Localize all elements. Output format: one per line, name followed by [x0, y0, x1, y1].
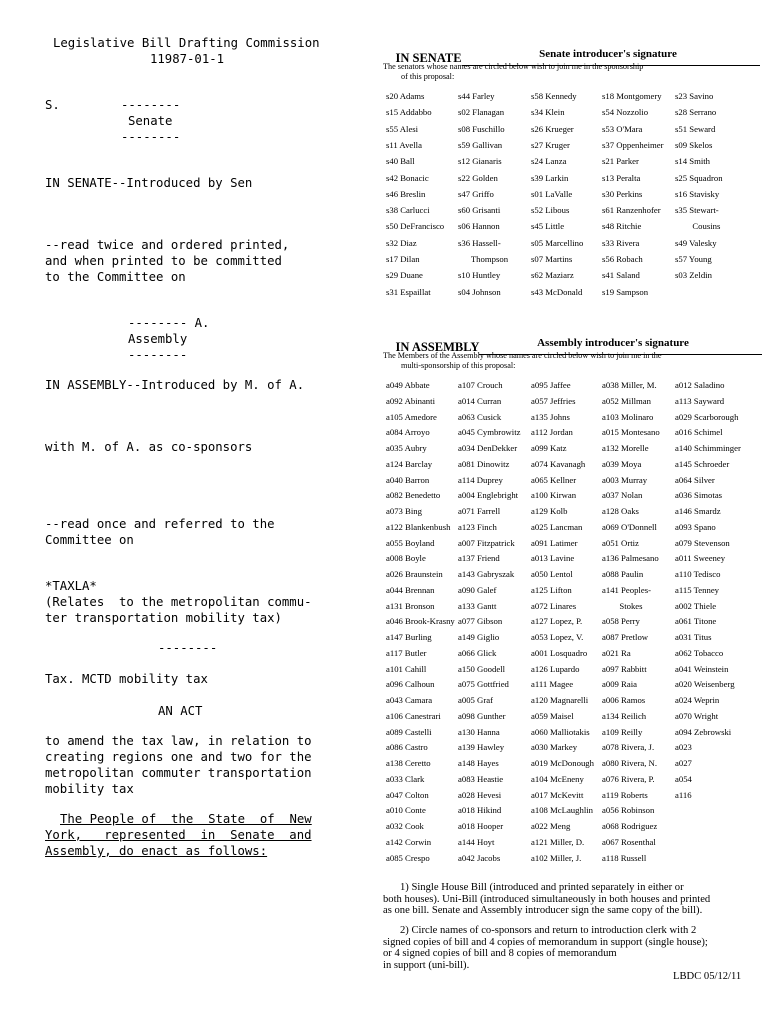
member-checkbox[interactable]: a069 O'Donnell — [602, 521, 657, 532]
member-checkbox[interactable]: s47 Griffo — [458, 188, 494, 199]
member-checkbox[interactable]: a035 Aubry — [386, 443, 427, 453]
enacting-line-1: The People of the State of New — [60, 812, 312, 826]
member-checkbox[interactable]: s40 Ball — [386, 156, 415, 167]
member-checkbox[interactable]: s32 Diaz — [386, 237, 417, 248]
member-checkbox[interactable]: s54 Nozzolio — [602, 107, 649, 118]
member-checkbox[interactable]: a071 Farrell — [458, 506, 501, 516]
member-checkbox[interactable]: a072 Linares — [531, 600, 577, 611]
member-checkbox[interactable]: s46 Breslin — [386, 188, 426, 199]
member-checkbox[interactable]: a047 Colton — [386, 789, 429, 800]
assembly-signature-label: Assembly introducer's signature — [537, 337, 689, 349]
member-checkbox[interactable]: a051 Ortiz — [602, 537, 639, 548]
member-checkbox[interactable]: s21 Parker — [602, 156, 639, 167]
member-checkbox[interactable]: s36 Hassell- — [458, 237, 501, 248]
lbdc-date: LBDC 05/12/11 — [673, 971, 742, 982]
member-checkbox[interactable]: s08 Fuschillo — [458, 123, 505, 134]
member-checkbox[interactable]: s24 Lanza — [531, 156, 567, 167]
bill-number: 11987-01-1 — [150, 52, 225, 66]
member-checkbox[interactable]: a134 Reilich — [602, 710, 647, 721]
member-checkbox[interactable]: a115 Tenney — [675, 584, 720, 595]
member-checkbox[interactable]: s60 Grisanti — [458, 205, 501, 216]
senate-dashes-bottom: -------- — [121, 130, 181, 144]
member-checkbox[interactable]: a135 Johns — [531, 411, 570, 422]
member-checkbox[interactable]: a017 McKevitt — [531, 789, 584, 800]
member-checkbox[interactable]: a081 Dinowitz — [458, 458, 510, 469]
member-checkbox[interactable]: s06 Hannon — [458, 221, 500, 232]
footnote-2-line-3: or 4 signed copies of bill and 8 copies of memorandum — [383, 948, 617, 960]
member-checkbox[interactable]: a033 Clark — [386, 773, 425, 784]
short-dashes: -------- — [158, 641, 218, 655]
member-checkbox[interactable]: a150 Goodell — [458, 663, 506, 674]
amend-line-4: mobility tax — [45, 782, 134, 796]
footnote-1-line-1: 1) Single House Bill (introduced and printed separately in either or — [400, 882, 684, 893]
member-checkbox[interactable]: a085 Crespo — [386, 852, 430, 863]
member-checkbox[interactable]: a080 Rivera, N. — [602, 758, 658, 768]
member-checkbox[interactable]: a070 Wright — [675, 710, 719, 721]
read-once-line-1: --read once and referred to the — [45, 517, 275, 531]
member-checkbox[interactable]: a034 DenDekker — [458, 443, 518, 453]
member-checkbox[interactable]: s23 Savino — [675, 91, 714, 101]
member-checkbox[interactable]: s52 Libous — [531, 205, 570, 216]
member-checkbox[interactable]: s26 Krueger — [531, 123, 574, 134]
member-checkbox[interactable]: a127 Lopez, P. — [531, 616, 583, 627]
member-checkbox[interactable]: s31 Espaillat — [386, 286, 431, 297]
an-act: AN ACT — [158, 704, 203, 718]
member-checkbox[interactable]: s29 Duane — [386, 270, 423, 281]
assembly-dashes: -------- — [128, 348, 188, 362]
member-checkbox[interactable]: s38 Carlucci — [386, 205, 430, 216]
member-checkbox[interactable]: Thompson — [458, 254, 509, 264]
member-checkbox[interactable]: a030 Markey — [531, 742, 578, 753]
member-checkbox[interactable]: a061 Titone — [675, 616, 717, 627]
member-checkbox[interactable]: a106 Canestrari — [386, 710, 441, 721]
member-checkbox[interactable]: a021 Ra — [602, 647, 631, 658]
member-checkbox[interactable]: a074 Kavanagh — [531, 458, 586, 469]
member-checkbox[interactable]: s09 Skelos — [675, 139, 713, 150]
member-checkbox[interactable]: a015 Montesano — [602, 427, 660, 438]
member-checkbox[interactable]: Cousins — [675, 221, 721, 232]
member-checkbox[interactable]: a121 Miller, D. — [531, 836, 585, 847]
member-checkbox[interactable]: s42 Bonacic — [386, 172, 429, 183]
member-checkbox[interactable]: a025 Lancman — [531, 521, 583, 532]
assembly-heading-text: IN ASSEMBLY — [395, 340, 480, 354]
member-checkbox[interactable]: s53 O'Mara — [602, 123, 643, 134]
sponsorship-right — [383, 0, 763, 1024]
member-checkbox[interactable]: a133 Gantt — [458, 600, 497, 611]
member-checkbox[interactable]: s57 Young — [675, 254, 712, 264]
member-checkbox[interactable]: a129 Kolb — [531, 506, 568, 516]
amend-line-2: creating regions one and two for the — [45, 750, 312, 764]
member-checkbox[interactable]: s37 Oppenheimer — [602, 139, 664, 150]
member-checkbox[interactable]: a142 Corwin — [386, 836, 432, 847]
amend-line-1: to amend the tax law, in relation to — [45, 734, 312, 748]
member-checkbox[interactable]: a032 Cook — [386, 821, 424, 831]
member-checkbox[interactable]: s49 Valesky — [675, 237, 717, 248]
member-checkbox[interactable]: a083 Heastie — [458, 773, 504, 784]
member-checkbox[interactable]: a023 — [675, 742, 692, 753]
member-checkbox[interactable]: a008 Boyle — [386, 553, 426, 564]
member-checkbox[interactable]: a067 Rosenthal — [602, 836, 656, 847]
footnote-1-line-2: both houses). Uni-Bill (introduced simultaneously in both houses and printed — [383, 893, 711, 905]
member-checkbox[interactable]: a036 Simotas — [675, 490, 723, 501]
member-checkbox[interactable]: a091 Latimer — [531, 537, 578, 548]
member-checkbox[interactable]: a143 Gabryszak — [458, 569, 515, 579]
footnote-2-line-4: in support (uni-bill). — [383, 959, 470, 971]
member-checkbox[interactable]: a075 Gottfried — [458, 679, 509, 690]
member-checkbox[interactable]: a062 Tobacco — [675, 647, 724, 658]
member-checkbox[interactable]: a060 Malliotakis — [531, 726, 590, 737]
member-checkbox[interactable]: a110 Tedisco — [675, 569, 721, 579]
member-checkbox[interactable]: a024 Weprin — [675, 695, 720, 705]
member-checkbox[interactable]: a006 Ramos — [602, 695, 646, 705]
member-checkbox[interactable]: s19 Sampson — [602, 286, 649, 297]
member-checkbox[interactable]: a040 Barron — [386, 474, 430, 485]
member-checkbox[interactable]: a046 Brook-Krasny — [386, 616, 455, 627]
member-checkbox[interactable]: a128 Oaks — [602, 506, 639, 516]
member-checkbox[interactable]: a065 Kellner — [531, 474, 577, 485]
member-checkbox[interactable]: a084 Arroyo — [386, 427, 430, 438]
footnote-2-line-2: signed copies of bill and 4 copies of memorandum in support (single house); — [383, 936, 708, 948]
member-checkbox[interactable]: a145 Schroeder — [675, 458, 730, 469]
member-checkbox[interactable]: s45 Little — [531, 221, 565, 232]
member-checkbox[interactable]: s55 Alesi — [386, 123, 419, 134]
member-checkbox[interactable]: s61 Ranzenhofer — [602, 205, 661, 216]
member-checkbox[interactable]: a089 Castelli — [386, 726, 432, 737]
member-checkbox[interactable]: a108 McLaughlin — [531, 805, 594, 816]
member-checkbox[interactable]: a019 McDonough — [531, 758, 594, 768]
member-checkbox[interactable]: a043 Camara — [386, 695, 433, 705]
member-checkbox[interactable]: a003 Murray — [602, 474, 648, 485]
member-checkbox[interactable]: s48 Ritchie — [602, 221, 642, 232]
member-checkbox[interactable]: a096 Calhoun — [386, 679, 435, 690]
senate-signature-label: Senate introducer's signature — [539, 48, 677, 60]
member-checkbox[interactable]: s18 Montgomery — [602, 91, 662, 101]
member-checkbox[interactable]: a137 Friend — [458, 553, 500, 564]
footnote-1-line-3: as one bill. Senate and Assembly introducer sign the same copy of the bill). — [383, 905, 703, 917]
member-checkbox[interactable]: a010 Conte — [386, 805, 426, 816]
member-checkbox[interactable]: s30 Perkins — [602, 188, 643, 199]
member-checkbox[interactable]: a014 Curran — [458, 395, 502, 406]
member-checkbox[interactable]: s59 Gallivan — [458, 139, 503, 150]
member-checkbox[interactable]: a094 Zebrowski — [675, 726, 732, 737]
member-checkbox[interactable]: a037 Nolan — [602, 490, 643, 501]
member-checkbox[interactable]: a100 Kirwan — [531, 490, 577, 501]
member-checkbox[interactable]: a090 Galef — [458, 584, 497, 595]
member-checkbox[interactable]: Stokes — [602, 600, 643, 611]
member-checkbox[interactable]: s03 Zeldin — [675, 270, 712, 281]
member-checkbox[interactable]: a058 Perry — [602, 616, 640, 627]
member-checkbox[interactable]: a095 Jaffee — [531, 380, 571, 390]
member-checkbox[interactable]: s14 Smith — [675, 156, 711, 167]
member-checkbox[interactable]: s43 McDonald — [531, 286, 583, 297]
member-checkbox[interactable]: s34 Klein — [531, 107, 565, 118]
member-checkbox[interactable]: a050 Lentol — [531, 569, 573, 579]
tax-title: Tax. MCTD mobility tax — [45, 672, 208, 686]
member-checkbox[interactable]: a007 Fitzpatrick — [458, 537, 515, 548]
member-checkbox[interactable]: a022 Meng — [531, 821, 571, 831]
member-checkbox[interactable]: s22 Golden — [458, 172, 498, 183]
assembly-note-1: The Members of the Assembly whose names are circled below wish to join me in the — [383, 351, 662, 360]
member-checkbox[interactable]: s44 Farley — [458, 91, 495, 101]
footnote-2-line-1: 2) Circle names of co-sponsors and return to introduction clerk with 2 — [400, 925, 697, 936]
member-checkbox[interactable]: a016 Schimel — [675, 427, 723, 438]
member-checkbox[interactable]: s01 LaValle — [531, 188, 573, 199]
member-checkbox[interactable]: s27 Kruger — [531, 139, 570, 150]
member-checkbox[interactable]: a120 Magnarelli — [531, 695, 589, 705]
member-checkbox[interactable]: a052 Millman — [602, 395, 651, 406]
member-checkbox[interactable]: s02 Flanagan — [458, 107, 505, 118]
member-checkbox[interactable]: a136 Palmesano — [602, 553, 659, 564]
senate-note-1: The senators whose names are circled below wish to join me in the sponsorship — [383, 62, 644, 71]
member-checkbox[interactable]: a001 Losquadro — [531, 647, 588, 658]
member-checkbox[interactable]: a078 Rivera, J. — [602, 742, 655, 753]
enacting-line-3: Assembly, do enact as follows: — [45, 844, 268, 858]
member-checkbox[interactable]: a141 Peoples- — [602, 584, 651, 595]
read-once-line-2: Committee on — [45, 533, 134, 547]
member-checkbox[interactable]: a026 Braunstein — [386, 569, 443, 579]
member-checkbox[interactable]: s33 Rivera — [602, 237, 640, 248]
member-checkbox[interactable]: a098 Gunther — [458, 710, 506, 721]
member-checkbox[interactable]: a116 — [675, 789, 692, 800]
member-checkbox[interactable]: a126 Lupardo — [531, 663, 580, 674]
member-checkbox[interactable]: a123 Finch — [458, 521, 497, 532]
member-checkbox[interactable]: a077 Gibson — [458, 616, 503, 627]
member-checkbox[interactable]: s28 Serrano — [675, 107, 717, 118]
cosponsors-line: with M. of A. as co-sponsors — [45, 440, 253, 454]
member-checkbox[interactable]: s11 Avella — [386, 139, 422, 150]
member-checkbox[interactable]: a038 Miller, M. — [602, 380, 657, 390]
bill-jacket-left — [0, 0, 330, 1024]
member-checkbox[interactable]: a042 Jacobs — [458, 852, 501, 863]
member-checkbox[interactable]: s10 Huntley — [458, 270, 501, 281]
senate-heading-text: IN SENATE — [395, 51, 462, 65]
member-checkbox[interactable]: a053 Lopez, V. — [531, 632, 584, 642]
member-checkbox[interactable]: a147 Burling — [386, 632, 432, 642]
member-checkbox[interactable]: a029 Scarborough — [675, 411, 739, 422]
member-checkbox[interactable]: a139 Hawley — [458, 742, 505, 753]
member-checkbox[interactable]: a125 Lifton — [531, 584, 572, 595]
member-checkbox[interactable]: a018 Hooper — [458, 821, 504, 831]
member-checkbox[interactable]: s25 Squadron — [675, 172, 723, 183]
member-checkbox[interactable]: a105 Amedore — [386, 411, 437, 422]
member-checkbox[interactable]: a086 Castro — [386, 742, 428, 753]
member-checkbox[interactable]: s20 Adams — [386, 91, 425, 101]
member-checkbox[interactable]: a063 Cusick — [458, 411, 502, 422]
member-checkbox[interactable]: a103 Molinaro — [602, 411, 654, 422]
member-checkbox[interactable]: a057 Jeffries — [531, 395, 576, 406]
member-checkbox[interactable]: a059 Maisel — [531, 710, 574, 721]
amend-line-3: metropolitan commuter transportation — [45, 766, 312, 780]
member-checkbox[interactable]: a056 Robinson — [602, 805, 655, 816]
member-checkbox[interactable]: s39 Larkin — [531, 172, 569, 183]
member-checkbox[interactable]: a144 Hoyt — [458, 836, 495, 847]
member-checkbox[interactable]: a119 Roberts — [602, 789, 648, 800]
member-checkbox[interactable]: a102 Miller, J. — [531, 852, 582, 863]
member-checkbox[interactable]: a104 McEneny — [531, 773, 584, 784]
member-checkbox[interactable]: a073 Bing — [386, 506, 422, 516]
member-checkbox[interactable]: a027 — [675, 758, 692, 768]
member-checkbox[interactable]: a018 Hikind — [458, 805, 502, 816]
member-checkbox[interactable]: a130 Hanna — [458, 726, 500, 737]
member-checkbox[interactable]: a009 Raia — [602, 679, 637, 690]
senate-note-2: of this proposal: — [401, 71, 455, 81]
member-checkbox[interactable]: s15 Addabbo — [386, 107, 432, 118]
member-checkbox[interactable]: s41 Saland — [602, 270, 640, 281]
member-checkbox[interactable]: a131 Bronson — [386, 600, 435, 611]
member-checkbox[interactable]: a066 Glick — [458, 647, 497, 658]
member-checkbox[interactable]: s50 DeFrancisco — [386, 221, 445, 232]
member-checkbox[interactable]: a076 Rivera, P. — [602, 773, 655, 784]
relates-line-1: (Relates to the metropolitan commu- — [45, 595, 312, 609]
member-checkbox[interactable]: a118 Russell — [602, 852, 647, 863]
member-checkbox[interactable]: a068 Rodriguez — [602, 821, 658, 831]
member-checkbox[interactable]: a013 Lavine — [531, 553, 575, 564]
member-checkbox[interactable]: a113 Sayward — [675, 395, 725, 406]
member-checkbox[interactable]: a101 Cahill — [386, 663, 427, 674]
member-checkbox[interactable]: a041 Weinstein — [675, 663, 729, 674]
member-checkbox[interactable]: s04 Johnson — [458, 286, 501, 297]
member-checkbox[interactable]: a117 Butler — [386, 647, 427, 658]
assembly-a-label: -------- A. — [128, 316, 210, 330]
member-checkbox[interactable]: a044 Brennan — [386, 584, 435, 595]
member-checkbox[interactable]: a004 Englebright — [458, 490, 519, 501]
member-checkbox[interactable]: a028 Hevesi — [458, 789, 502, 800]
senate-s-label: S. — [45, 98, 60, 112]
member-checkbox[interactable]: s51 Seward — [675, 123, 716, 134]
member-checkbox[interactable]: a002 Thiele — [675, 600, 717, 611]
read-twice-line-1: --read twice and ordered printed, — [45, 238, 290, 252]
commission-name: Legislative Bill Drafting Commission — [53, 36, 320, 50]
member-checkbox[interactable]: a097 Rabbitt — [602, 663, 647, 674]
member-checkbox[interactable]: a039 Moya — [602, 458, 642, 469]
member-checkbox[interactable]: a087 Pretlow — [602, 632, 649, 642]
member-checkbox[interactable]: a005 Graf — [458, 695, 493, 705]
member-checkbox[interactable]: a093 Spano — [675, 521, 716, 532]
member-checkbox[interactable]: a146 Smardz — [675, 506, 721, 516]
member-checkbox[interactable]: a088 Paulin — [602, 569, 644, 579]
member-checkbox[interactable]: a112 Jordan — [531, 427, 573, 438]
member-checkbox[interactable]: a092 Abinanti — [386, 395, 435, 406]
member-checkbox[interactable]: a049 Abbate — [386, 380, 430, 390]
member-checkbox[interactable]: s16 Stavisky — [675, 188, 720, 199]
relates-line-2: ter transportation mobility tax) — [45, 611, 282, 625]
member-checkbox[interactable]: a138 Ceretto — [386, 758, 431, 768]
member-checkbox[interactable]: a055 Boyland — [386, 537, 435, 548]
senate-dashes-top: -------- — [121, 98, 181, 112]
member-checkbox[interactable]: a012 Saladino — [675, 380, 725, 390]
member-checkbox[interactable]: s17 Dilan — [386, 254, 420, 264]
member-checkbox[interactable]: s12 Gianaris — [458, 156, 502, 167]
member-checkbox[interactable]: a149 Giglio — [458, 632, 500, 642]
member-checkbox[interactable]: s13 Peralta — [602, 172, 641, 183]
member-checkbox[interactable]: s35 Stewart- — [675, 205, 719, 216]
member-checkbox[interactable]: s07 Martins — [531, 254, 573, 264]
assembly-note-2: multi-sponsorship of this proposal: — [401, 360, 516, 370]
member-checkbox[interactable]: a107 Crouch — [458, 380, 503, 390]
member-checkbox[interactable]: a011 Sweeney — [675, 553, 726, 564]
member-checkbox[interactable]: s05 Marcellino — [531, 237, 584, 248]
read-twice-line-2: and when printed to be committed — [45, 254, 282, 268]
member-checkbox[interactable]: a122 Blankenbush — [386, 521, 451, 532]
member-checkbox[interactable]: a124 Barclay — [386, 458, 433, 469]
member-checkbox[interactable]: a099 Katz — [531, 443, 567, 453]
member-checkbox[interactable]: a148 Hayes — [458, 758, 499, 768]
read-twice-line-3: to the Committee on — [45, 270, 186, 284]
member-checkbox[interactable]: s58 Kennedy — [531, 91, 577, 101]
member-checkbox[interactable]: a031 Titus — [675, 632, 712, 642]
member-checkbox[interactable]: s62 Maziarz — [531, 270, 574, 281]
member-checkbox[interactable]: a082 Benedetto — [386, 490, 441, 501]
assembly-word: Assembly — [128, 332, 188, 346]
member-checkbox[interactable]: a079 Stevenson — [675, 537, 730, 548]
member-checkbox[interactable]: a045 Cymbrowitz — [458, 427, 521, 438]
member-checkbox[interactable]: a020 Weisenberg — [675, 679, 735, 690]
member-checkbox[interactable]: a140 Schimminger — [675, 443, 741, 453]
taxla-code: *TAXLA* — [45, 579, 97, 593]
member-checkbox[interactable]: a132 Morelle — [602, 443, 649, 453]
member-checkbox[interactable]: a114 Duprey — [458, 474, 503, 485]
member-checkbox[interactable]: s56 Robach — [602, 254, 643, 264]
member-checkbox[interactable]: a064 Silver — [675, 474, 715, 485]
senate-word: Senate — [128, 114, 173, 128]
enacting-line-2: York, represented in Senate and — [45, 828, 312, 842]
intro-senate: IN SENATE--Introduced by Sen — [45, 176, 253, 190]
intro-assembly: IN ASSEMBLY--Introduced by M. of A. — [45, 378, 305, 392]
member-checkbox[interactable]: a109 Reilly — [602, 726, 643, 737]
member-checkbox[interactable]: a111 Magee — [531, 679, 574, 690]
member-checkbox[interactable]: a054 — [675, 773, 692, 784]
